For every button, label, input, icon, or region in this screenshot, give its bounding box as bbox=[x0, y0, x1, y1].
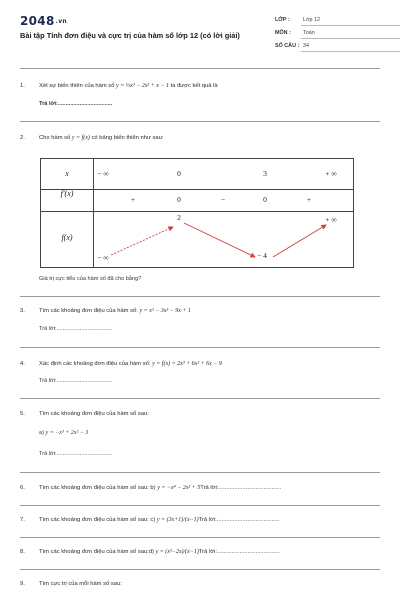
divider-8 bbox=[20, 569, 380, 570]
site-logo[interactable]: $2048^{.vn}$ bbox=[20, 14, 67, 28]
f-value-start: − ∞ bbox=[97, 253, 109, 262]
document-page: $2048^{.vn}$ Bài tập Tính đơn điệu và cực trị của hàm số lớp 12 (có lời giải) LỚP : Lớp 12 MÔN : Toán SỐ CÂU : 34 1. Xét sự biến thiên của hàm số y = ⅓x³ − 2x² + x − 1 ta được kết quả là Trả lời:................................... 2. Cho hàm số y = f(x) có bảng biến thiên như sau: x f'(x) f(x) − ∞ 0 3 + ∞ + 0 − 0 + − ∞ 2 − 4 + ∞ Giá trị cực tiểu của hàm số đã cho bằng? 3. Tìm các khoảng đơn điệu của hàm số: y = x³ − 3x² − 9x + 1 Trả lời:.................................... 4. Xác định các khoảng đơn điệu của hàm số: y = f(x) = 2x³ + 6x² + 6x − 9 Trả lời:.................................... 5. Tìm các khoảng đơn điệu của hàm số sau: a) y = −x³ + 2x² − 3 Trả lời:.................................... 6. Tìm các khoảng đơn điệu của hàm số sau: b) y = −x⁴ − 2x² + 5Trả lời:....................................... 7. Tìm các khoảng đơn điệu của hàm số sau: c) y = (3x+1)/(x−1)Trả lời:....................................... 8. Tìm các khoảng đơn điệu của hàm số sau:d) y = (x²−2x)/(x−1)Trả lời:....................................... 9. Tìm cực trị của mỗi hàm số sau: bbox=[0, 0, 400, 600]
answer-line-1[interactable]: Trả lời:................................... bbox=[39, 101, 113, 107]
derivative-sign: + bbox=[130, 195, 136, 204]
arrow-up-1 bbox=[111, 227, 173, 255]
answer-line-4[interactable]: Trả lời:.................................... bbox=[39, 378, 113, 384]
f-value-min: − 4 bbox=[257, 251, 267, 260]
x-value: − ∞ bbox=[97, 169, 109, 178]
f-value-max: 2 bbox=[177, 213, 181, 222]
derivative-zero: 0 bbox=[263, 195, 267, 204]
row-label-x: x bbox=[65, 169, 69, 178]
header-divider bbox=[20, 68, 380, 69]
arrow-up-2 bbox=[273, 225, 326, 257]
divider-4 bbox=[20, 398, 380, 399]
divider-7 bbox=[20, 537, 380, 538]
derivative-sign: − bbox=[220, 195, 226, 204]
row-label-derivative: f'(x) bbox=[60, 189, 74, 198]
row-label-f: f(x) bbox=[61, 233, 73, 242]
divider-6 bbox=[20, 505, 380, 506]
variation-arrows bbox=[41, 159, 353, 267]
x-value: 3 bbox=[263, 169, 267, 178]
arrow-down bbox=[184, 223, 255, 257]
divider-5 bbox=[20, 472, 380, 473]
meta-row-subject: MÔN : Toán bbox=[275, 27, 400, 40]
x-value: + ∞ bbox=[325, 169, 337, 178]
document-header bbox=[20, 14, 380, 66]
divider-3 bbox=[20, 347, 380, 348]
divider-2 bbox=[20, 296, 380, 297]
x-value: 0 bbox=[177, 169, 181, 178]
derivative-zero: 0 bbox=[177, 195, 181, 204]
answer-line-5[interactable]: Trả lời:.................................... bbox=[39, 451, 113, 457]
derivative-sign: + bbox=[306, 195, 312, 204]
document-title: Bài tập Tính đơn điệu và cực trị của hàm số lớp 12 (có lời giải) bbox=[20, 31, 240, 40]
question-2-followup: Giá trị cực tiểu của hàm số đã cho bằng? bbox=[39, 276, 142, 282]
question-5-sub: a) y = −x³ + 2x² − 3 bbox=[39, 430, 89, 436]
meta-row-count: SỐ CÂU : 34 bbox=[275, 40, 400, 53]
divider-1 bbox=[20, 121, 380, 122]
meta-info bbox=[275, 14, 400, 53]
f-value-end: + ∞ bbox=[325, 215, 337, 224]
answer-line-3[interactable]: Trả lời:.................................... bbox=[39, 326, 113, 332]
meta-row-class: LỚP : Lớp 12 bbox=[275, 14, 400, 27]
variation-table bbox=[40, 158, 354, 268]
